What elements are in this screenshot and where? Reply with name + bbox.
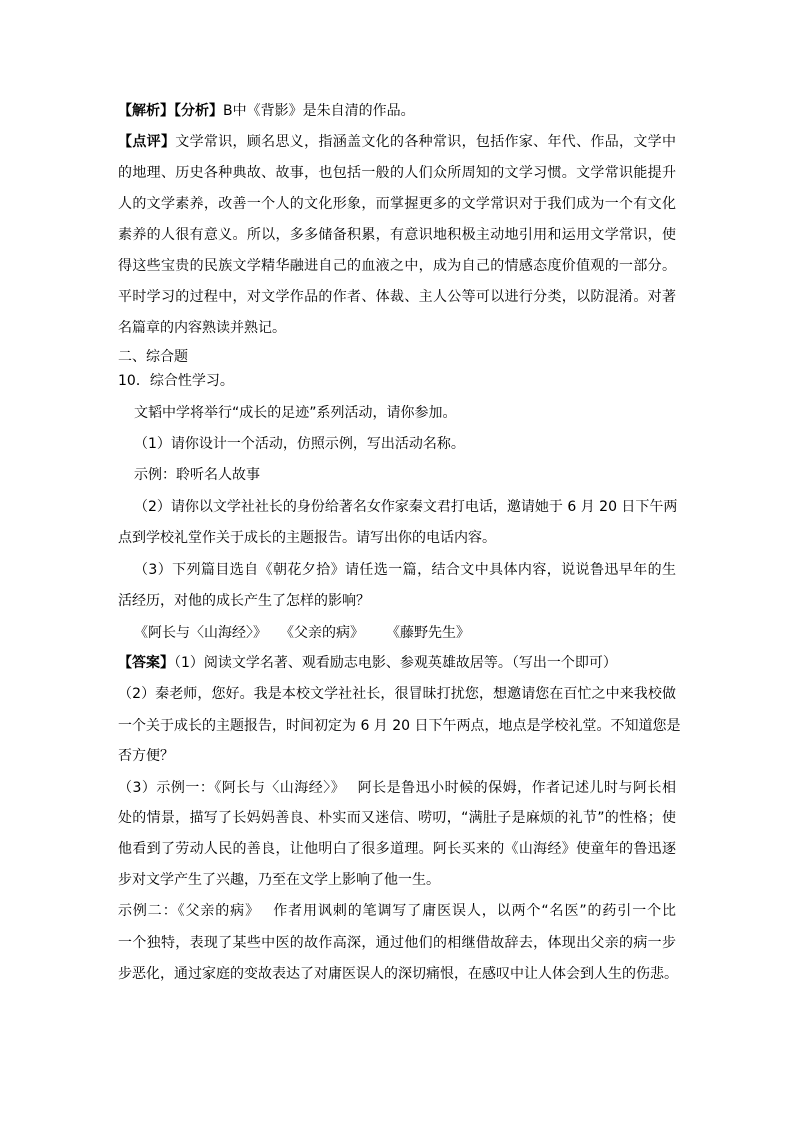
comment-line: 素养的人很有意义。所以，多多储备积累，有意识地积极主动地引用和运用文学常识，使 (118, 227, 676, 243)
answer-line (118, 654, 676, 672)
answer-part-2: 一个关于成长的主题报告，时间初定为 6 月 20 日下午两点，地点是学校礼堂。不知道您是 (118, 718, 681, 734)
analysis-line (118, 102, 676, 120)
section-title: 二、综合题 (118, 349, 188, 365)
answer-example-2: 步恶化，通过家庭的变故表达了对庸医误人的深切痛恨，在感叹中让人体会到人生的伤悲。 (118, 966, 678, 982)
comment-text: 文学常识，顾名思义，指涵盖文化的各种常识，包括作家、年代、作品，文学中 (175, 134, 677, 150)
answer-part-3: 步对文学产生了兴趣，乃至在文学上影响了他一生。 (118, 872, 440, 888)
answer-label: 【答案】 (118, 655, 174, 671)
question-example: 示例：聆听名人故事 (134, 467, 260, 483)
answer-part-3: 处的情景，描写了长妈妈善良、朴实而又迷信、唠叨，“满肚子是麻烦的礼节”的性格；使 (118, 810, 676, 826)
question-title: 10．综合性学习。 (118, 373, 234, 389)
answer-example-2: 示例二：《父亲的病》 作者用讽刺的笔调写了庸医误人，以两个“名医”的药引一个比 (118, 903, 676, 919)
comment-line: 名篇章的内容熟读并熟记。 (118, 320, 286, 336)
question-part-3: （3）下列篇目选自《朝花夕拾》请任选一篇，结合文中具体内容，说说鲁迅早年的生 (134, 562, 676, 578)
analysis-label: 【解析】 (118, 103, 174, 119)
answer-part-3: 他看到了劳动人民的善良，让他明白了很多道理。阿长买来的《山海经》使童年的鲁迅逐 (118, 841, 676, 857)
option-item: 《阿长与〈山海经〉》 (134, 625, 267, 641)
answer-part-1: （1）阅读文学名著、观看励志电影、参观英雄故居等。（写出一个即可） (174, 655, 617, 671)
comment-line: 平时学习的过程中，对文学作品的作者、体裁、主人公等可以进行分类，以防混淆。对著 (118, 289, 676, 305)
comment-label: 【点评】 (118, 134, 176, 150)
question-part-2-cont: 点到学校礼堂作关于成长的主题报告。请写出你的电话内容。 (118, 530, 496, 546)
question-part-1: （1）请你设计一个活动，仿照示例，写出活动名称。 (134, 436, 465, 452)
answer-part-2: 否方便？ (118, 748, 174, 764)
question-intro: 文韬中学将举行“成长的足迹”系列活动，请你参加。 (134, 405, 457, 421)
answer-part-2: （2）秦老师，您好。我是本校文学社社长，很冒昧打扰您，想邀请您在百忙之中来我校做 (118, 686, 676, 702)
option-item: 《父亲的病》 (280, 625, 364, 641)
analysis-text: B中《背影》是朱自清的作品。 (223, 103, 415, 119)
comment-line: 人的文学素养，改善一个人的文化形象，而掌握更多的文学常识对于我们成为一个有文化 (118, 196, 676, 212)
question-options (118, 624, 676, 642)
comment-line: 的地理、历史各种典故、故事，也包括一般的人们众所周知的文学习惯。文学常识能提升 (118, 165, 676, 181)
comment-line: 得这些宝贵的民族文学精华融进自己的血液之中，成为自己的情感态度价值观的一部分。 (118, 258, 676, 274)
comment-line (118, 133, 676, 151)
analysis-sub-label: 【分析】 (174, 103, 223, 119)
answer-part-3: （3）示例一：《阿长与〈山海经〉》 阿长是鲁迅小时候的保姆，作者记述儿时与阿长相 (118, 780, 676, 796)
question-part-3-cont: 活经历，对他的成长产生了怎样的影响？ (118, 593, 370, 609)
answer-example-2: 一个独特，表现了某些中医的故作高深，通过他们的相继借故辞去，体现出父亲的病一步 (118, 935, 676, 951)
option-item: 《藤野先生》 (386, 625, 470, 641)
question-part-2: （2）请你以文学社社长的身份给著名女作家秦文君打电话，邀请她于 6 月 20 日下午两 (134, 499, 678, 515)
